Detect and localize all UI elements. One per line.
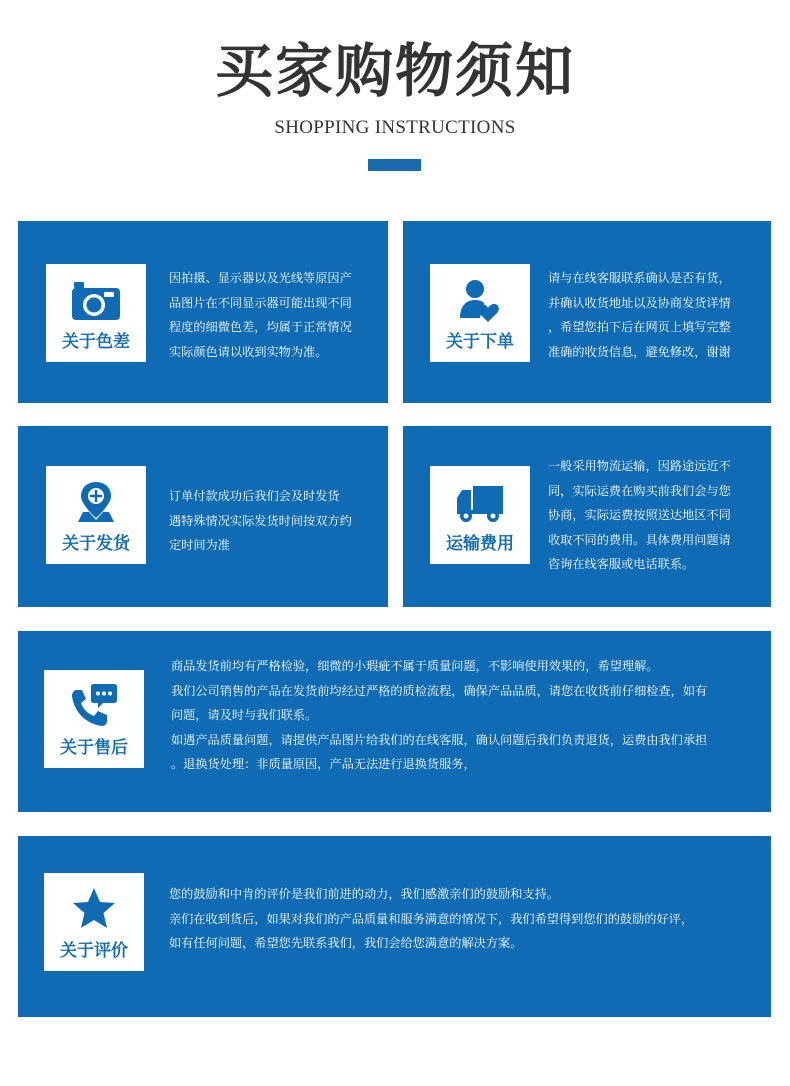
card-label: 关于发货 [62, 534, 130, 554]
text-line: 实际颜色请以收到实物为准。 [169, 344, 328, 359]
icon-box-review [44, 873, 144, 971]
text-line: 遇特殊情况实际发货时间按双方约 [169, 513, 352, 528]
location-map-icon [76, 480, 116, 524]
text-line: 因拍摄、显示器以及光线等原因产 [169, 271, 352, 285]
user-heart-icon [458, 278, 502, 324]
text-line: 品图片在不同显示器可能出现不同 [169, 295, 352, 310]
text-line: 。退换货处理：非质量原因，产品无法进行退换货服务， [171, 757, 476, 771]
text-line: 商品发货前均有严格检验，细微的小瑕疵不属于质量问题，不影响使用效果的，希望理解。 [171, 659, 659, 673]
truck-icon [455, 484, 505, 524]
phone-chat-icon [70, 682, 118, 728]
text-line: 一般采用物流运输，因路途远近不 [548, 459, 731, 473]
card-label: 关于售后 [60, 738, 128, 758]
card-after-sales [18, 631, 771, 812]
text-line: 如有任何问题，希望您先联系我们，我们会给您满意的解决方案。 [169, 936, 523, 950]
card-freight [403, 426, 771, 607]
card-shipping [18, 426, 388, 607]
text-line: 咨询在线客服或电话联系。 [548, 557, 695, 571]
page-title: 买家购物须知 [214, 37, 575, 105]
icon-box-order [430, 264, 530, 362]
card-text [169, 266, 379, 364]
card-label: 关于色差 [62, 332, 130, 352]
card-text [169, 484, 379, 558]
icon-box-freight [430, 466, 530, 564]
page-subtitle: SHOPPING INSTRUCTIONS [274, 117, 516, 138]
text-line: 请与在线客服联系确认是否有货， [548, 271, 731, 285]
text-line: 我们公司销售的产品在发货前均经过严格的质检流程，确保产品品质，请您在收货前仔细检查，如有 [171, 683, 708, 698]
icon-box-after-sales [44, 670, 144, 768]
text-line: 定时间为准 [169, 538, 230, 552]
card-text [548, 454, 766, 577]
text-line: 订单付款成功后我们会及时发货 [169, 489, 340, 503]
star-icon [71, 886, 117, 930]
card-label: 运输费用 [446, 534, 514, 554]
text-line: 同，实际运费在购买前我们会与您 [548, 483, 731, 498]
text-line: 亲们在收到货后，如果对我们的产品质量和服务满意的情况下，我们希望得到您们的鼓励的好评， [169, 911, 694, 926]
card-label: 关于评价 [60, 941, 128, 961]
card-color-difference [18, 221, 388, 403]
text-line: 收取不同的费用。具体费用问题请 [548, 532, 731, 547]
card-order [403, 221, 771, 403]
card-text [171, 654, 766, 777]
text-line: 问题，请及时与我们联系。 [171, 708, 318, 722]
card-text [169, 882, 764, 956]
icon-box-color-difference [46, 264, 146, 362]
text-line: 您的鼓励和中肯的评价是我们前进的动力，我们感激亲们的鼓励和支持。 [169, 887, 559, 901]
card-review [18, 836, 771, 1017]
text-line: 并确认收货地址以及协商发货详情 [548, 295, 731, 310]
card-label: 关于下单 [446, 332, 514, 352]
camera-icon [70, 278, 122, 322]
card-text [548, 266, 766, 364]
text-line: 协商，实际运费按照送达地区不同 [548, 508, 731, 522]
title-divider [368, 159, 421, 171]
text-line: 程度的细微色差，均属于正常情况 [169, 320, 352, 334]
text-line: 如遇产品质量问题，请提供产品图片给我们的在线客服，确认问题后我们负责退货，运费由我们承担 [171, 732, 708, 747]
text-line: ，希望您拍下后在网页上填写完整 [548, 320, 731, 334]
text-line: 准确的收货信息，避免修改，谢谢 [548, 344, 731, 359]
icon-box-shipping [46, 466, 146, 564]
